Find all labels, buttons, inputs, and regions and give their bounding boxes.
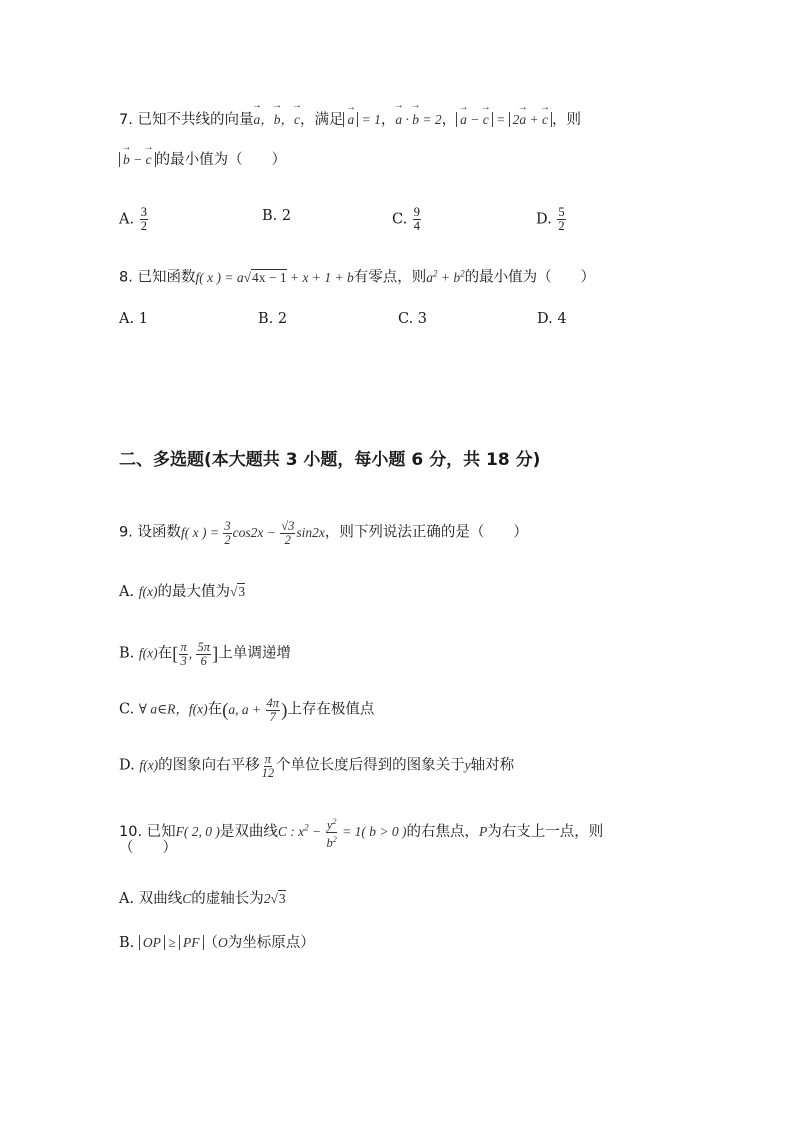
fx-expression: f(x) <box>138 584 158 599</box>
q7-option-a: A. $\frac{3}{2}$ <box>119 205 147 233</box>
2-sqrt-3: 2√3 <box>263 891 286 906</box>
question-10-line-1: 10. 已知F( 2, 0 )是双曲线C : $x^2$ − $\frac{y^2}{b^2}$ = 1( b > 0 )的右焦点，P为右支上一点，则 <box>119 817 604 851</box>
interval-pi3-5pi6: [ $\frac{\pi}{3}$ , $\frac{5\pi}{6}$ ] <box>172 640 219 668</box>
q9-option-a: A. f(x)的最大值为√3 <box>119 584 246 600</box>
q8-option-a: A. 1 <box>119 311 148 327</box>
q7-option-d: D. $\frac{5}{2}$ <box>536 205 565 233</box>
question-7-line-1: 7. 已知不共线的向量→ a，→ b，→ c，满足→ a = 1，→ a · → b = 2，→ a − → c = 2→ a + → c ，则 <box>119 110 581 130</box>
fraction-9-4: $\frac{9}{4}$ <box>413 205 421 233</box>
question-10-line-2: （ ） <box>119 840 177 856</box>
q10-option-b: B. OP ≥ PF （O为坐标原点） <box>119 935 315 951</box>
interval-a-a-plus-4pi7: (a, a + $\frac{4\pi}{7}$ ) <box>222 696 288 724</box>
sqrt-3: √3 <box>229 584 246 599</box>
q9-option-b: B. f(x)在[ $\frac{\pi}{3}$ , $\frac{5\pi}{6}$ ]上单调递增 <box>119 640 291 668</box>
focus-point: F( 2, 0 ) <box>175 823 220 839</box>
section-2-heading: 二、多选题(本大题共 3 小题，每小题 6 分，共 18 分) <box>119 450 541 470</box>
question-7-line-2: → b − → c 的最小值为（ ） <box>119 150 286 170</box>
inequality-op-pf: OP ≥ PF <box>139 935 204 950</box>
q8-option-c: C. 3 <box>398 311 428 327</box>
condition-dot-product: → a · → b = 2 <box>395 112 441 127</box>
q10-option-a: A. 双曲线C的虚轴长为2√3 <box>119 891 286 907</box>
question-8-line: 8. 已知函数f( x ) = a√4x − 1 + x + 1 + b有零点，则$a^2 + b^2$的最小值为（ ） <box>119 268 596 286</box>
q8-option-d: D. 4 <box>537 311 567 327</box>
expression-a2-b2: $a^2 + b^2$ <box>426 268 465 285</box>
condition-magnitude-a: → a = 1 <box>343 112 380 127</box>
q9-option-c: C. ∀ a∈R，f(x)在(a, a + $\frac{4\pi}{7}$ )上存在极值点 <box>119 696 375 724</box>
q7-option-b: B. 2 <box>262 208 292 224</box>
hyperbola-equation: C : $x^2$ − $\frac{y^2}{b^2}$ = 1( b > 0 ) <box>277 817 407 851</box>
q7-option-c: C. $\frac{9}{4}$ <box>392 205 421 233</box>
function-definition-q9: f( x ) = $\frac{3}{2}$ cos2x − $\frac{√3}{2}$ sin2x <box>180 519 325 547</box>
q9-option-d: D. f(x)的图象向右平移 $\frac{\pi}{12}$ 个单位长度后得到的图象关于y轴对称 <box>119 752 515 780</box>
condition-magnitude-equation: → a − → c = 2→ a + → c <box>456 112 552 127</box>
shift-pi-12: $\frac{\pi}{12}$ <box>261 752 275 780</box>
expression-b-minus-c: → b − → c <box>119 152 156 167</box>
function-definition-q8: f( x ) = a√4x − 1 + x + 1 + b <box>195 269 354 285</box>
fraction-3-2: $\frac{3}{2}$ <box>140 205 147 233</box>
q8-option-b: B. 2 <box>258 311 288 327</box>
question-9-line: 9. 设函数f( x ) = $\frac{3}{2}$ cos2x − $\frac{√3}{2}$ sin2x，则下列说法正确的是（ ） <box>119 519 528 547</box>
vectors-abc: → a，→ b，→ c <box>253 112 300 127</box>
fraction-5-2: $\frac{5}{2}$ <box>558 205 565 233</box>
